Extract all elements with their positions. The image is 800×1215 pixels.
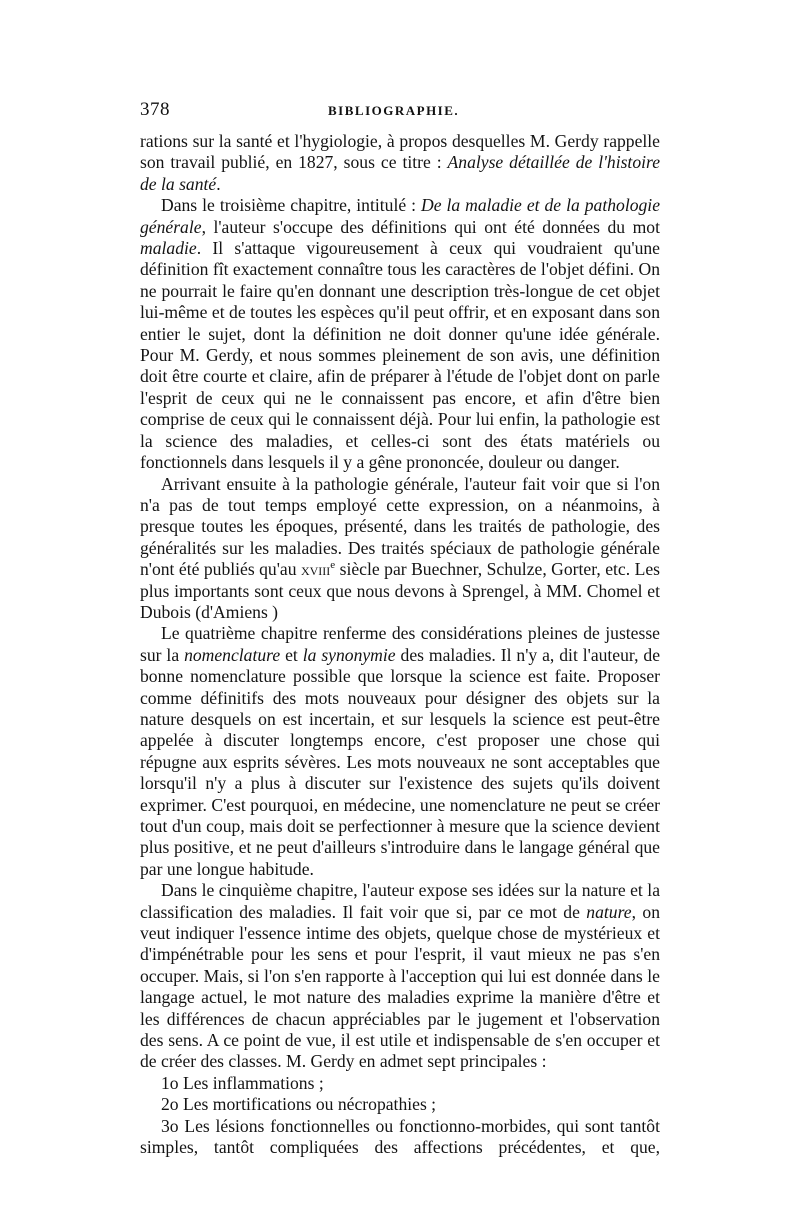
text-run: . Il s'attaque vigoureusement à ceux qui voudraient qu'une définition fît exactement connaître tous les caractères de l'objet défini. On ne pourrait le faire qu'en donnant une description très-longue de cet objet lui-même et de toutes les espèces qu'il peut offrir, et en exposant dans son entier le sujet, dont la définition ne doit donner qu'une idée générale. Pour M. Gerdy, et nous sommes pleinement de son avis, une définition doit être courte et claire, afin de préparer à l'étude de l'objet dont on parle l'esprit de ceux qui ne le connaissent pas encore, et afin d'être bien comprise de ceux qui le connaissent déjà. Pour lui enfin, la pathologie est la science des maladies, et celles-ci sont des états matériels ou fonctionnels dans lesquels il y a gêne prononcée, douleur ou danger. <box>140 238 660 473</box>
text-run: Arrivant ensuite à la pathologie générale, l'auteur fait voir que si l'on n'a pas de tout temps employé cette expression, on a néanmoins, à presque toutes les époques, présenté, dans les traités de pathologie, des généralités sur les maladies. Des traités spéciaux de pathologie générale n'ont été publiés qu'au <box>140 473 660 580</box>
page-number: 378 <box>140 99 170 120</box>
text-run: . <box>216 173 221 194</box>
term-italic: nomenclature <box>184 644 281 665</box>
list-item-text: Les inflammations ; <box>178 1072 324 1093</box>
list-marker: 2o <box>161 1094 179 1115</box>
paragraph-5 <box>140 880 660 1073</box>
text-run: siècle par Buechner, Schulze, Gorter, etc. Les plus importants sont ceux que nous devons à Sprengel, à MM. Chomel et Dubois (d'Amiens ) <box>140 559 660 622</box>
term-italic: maladie <box>140 238 197 259</box>
page-header <box>140 99 660 125</box>
text-run: rations sur la santé et l'hygiologie, à propos desquelles M. Gerdy rappelle son travail publié, en 1827, sous ce titre : <box>140 131 660 173</box>
list-item <box>140 1094 660 1115</box>
text-run: des maladies. Il n'y a, dit l'auteur, de bonne nomenclature possible que lorsque la science est faite. Proposer comme définitifs des mots nouveaux pour désigner des objets sur la nature desquels on est incertain, et sur lesquels la science est peut-être appelée à discuter longtemps encore, c'est proposer une chose qui répugne aux esprits sévères. Les mots nouveaux ne sont acceptables que lorsqu'il n'y a plus à discuter sur l'existence des sujets qu'ils doivent exprimer. C'est pourquoi, en médecine, une nomenclature ne peut se créer tout d'un coup, mais doit se perfectionner à mesure que la science devient plus positive, et ne peut d'ailleurs s'introduire dans le langage général que par une longue habitude. <box>140 644 661 879</box>
century-superscript: e <box>330 559 336 572</box>
text-run: et <box>280 644 303 665</box>
list-item-text: Les lésions fonctionnelles ou fonctionno-morbides, qui sont tantôt simples, tantôt compliquées des affections précédentes, et que, <box>140 1115 660 1158</box>
term-italic: la synonymie <box>302 644 396 665</box>
list-item-text: Les mortifications ou nécropathies ; <box>178 1094 437 1115</box>
list-item <box>140 1116 660 1159</box>
century-numeral: xviii <box>300 559 331 580</box>
list-marker: 3o <box>161 1115 179 1136</box>
text-run: Dans le troisième chapitre, intitulé : <box>161 195 421 216</box>
paragraph-3 <box>140 474 660 624</box>
text-run: Le quatrième chapitre renferme des considérations pleines de justesse sur la <box>140 623 660 665</box>
running-head: BIBLIOGRAPHIE. <box>328 103 460 118</box>
text-run: , on veut indiquer l'essence intime des objets, quelque chose de mystérieux et d'impénétrable pour les sens et pour l'esprit, il vaut mieux ne pas s'en occuper. Mais, si l'on s'en rapporte à l'acception qui lui est donnée dans le langage actuel, le mot nature des maladies exprime la manière d'être et les différences de chacun appréciables par le jugement et l'observation des sens. A ce point de vue, il est utile et indispensable de s'en occuper et de créer des classes. M. Gerdy en admet sept principales : <box>140 901 660 1072</box>
text-run: Dans le cinquième chapitre, l'auteur expose ses idées sur la nature et la classification des maladies. Il fait voir que si, par ce mot de <box>140 880 660 922</box>
list-marker: 1o <box>161 1072 179 1093</box>
title-italic: Analyse détaillée de l'histoire de la santé <box>140 152 661 194</box>
text-run: , l'auteur s'occupe des définitions qui ont été données du mot <box>201 216 660 237</box>
paragraph-4 <box>140 623 660 880</box>
paragraph-2 <box>140 195 660 473</box>
chapter-title-italic: De la maladie et de la pathologie générale <box>140 195 660 237</box>
term-italic: nature <box>586 901 632 922</box>
body-text <box>140 131 660 1159</box>
paragraph-1 <box>140 131 660 195</box>
list-item <box>140 1073 660 1094</box>
